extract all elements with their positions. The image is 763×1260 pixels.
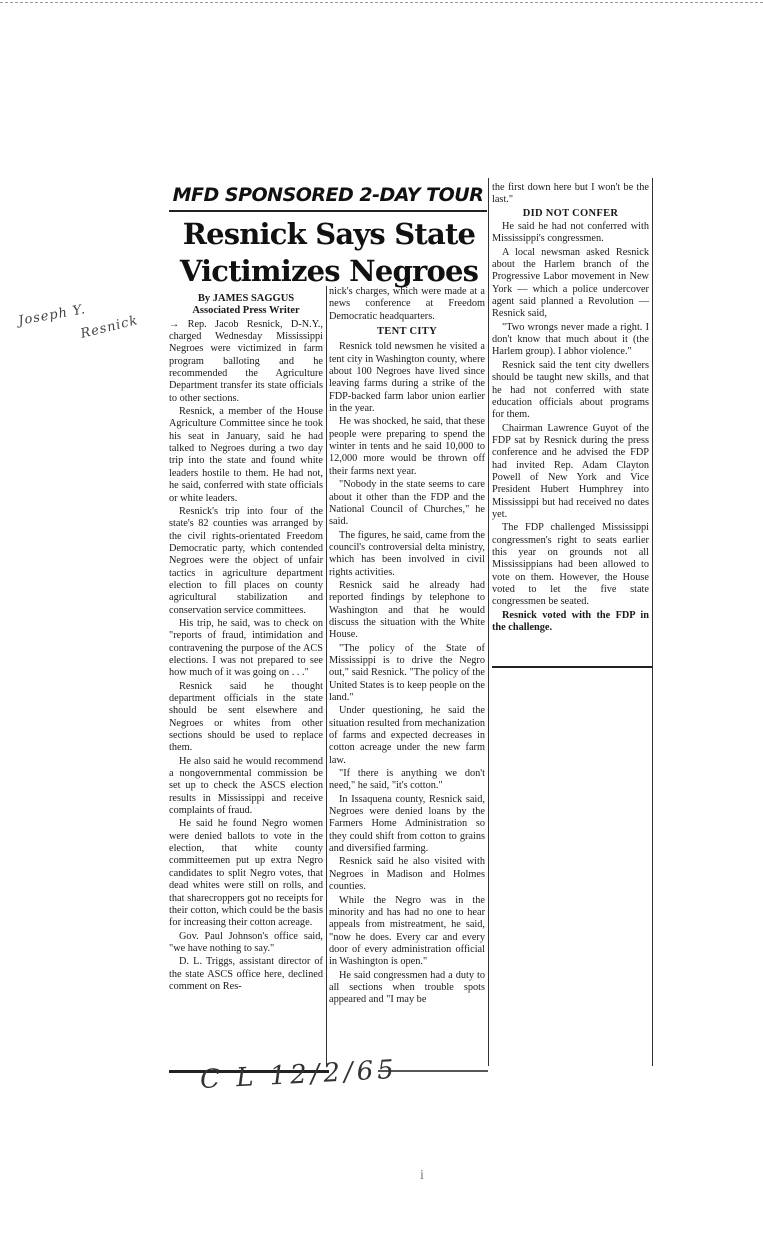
column-1 [169, 293, 323, 994]
article-headline [173, 216, 485, 290]
paragraph: Resnick voted with the FDP in the challenge. [492, 609, 649, 634]
paragraph: Resnick said he also visited with Negroes in Madison and Holmes counties. [329, 856, 485, 893]
handwritten-name-first: Joseph Y. [17, 302, 88, 329]
paragraph: He was shocked, he said, that these people were preparing to spend the winter in tents and he said 10,000 to 12,000 more would be thrown off their farms next year. [329, 416, 485, 477]
paragraph: The figures, he said, came from the council's controversial delta ministry, which has been involved in civil rights activities. [329, 529, 485, 578]
handwritten-source-date: C L 12/2/65 [199, 1054, 399, 1096]
column-2 [329, 286, 485, 1008]
paragraph: Resnick said the tent city dwellers should be taught new skills, and that he had not conferred with state education officials about programs for them. [492, 359, 649, 421]
paragraph: "Two wrongs never made a right. I don't know that much about it (the Harlem group). I abhor violence." [492, 321, 649, 358]
paragraph: A local newsman asked Resnick about the Harlem branch of the Progressive Labor movement in New York — which a police undercover agent said planned a Revolution — Resnick said, [492, 246, 649, 320]
paragraph: Resnick's trip into four of the state's 82 counties was arranged by the civil rights-orientated Freedom Democratic party, which contended Negroes were the object of unfair tactics in agriculture department election to fill places on county agricultural stabilization and conservation service committees. [169, 505, 323, 616]
byline-credit: Associated Press Writer [192, 305, 300, 317]
paragraph: Resnick said he already had reported findings by telephone to Washington and that he would discuss the situation with the White House. [329, 579, 485, 641]
paragraph: D. L. Triggs, assistant director of the state ASCS office here, declined comment on Res- [169, 956, 323, 992]
page-top-border [0, 2, 763, 3]
paragraph: nick's charges, which were made at a news conference at Freedom Democratic headquarters. [329, 286, 485, 322]
paragraph: Gov. Paul Johnson's office said, "we have nothing to say." [169, 930, 323, 954]
paragraph: While the Negro was in the minority and has had no one to hear appeals from mistreatment, he said, "now he does. Every car and every door of every administration official in Washington is open." [329, 894, 485, 968]
headline-line-2: Victimizes Negroes [179, 254, 479, 288]
article-kicker: MFD SPONSORED 2-DAY TOUR [172, 184, 484, 206]
paragraph: Resnick, a member of the House Agriculture Committee since he took his seat in January, said he had talked to Negroes during a two day trip into the state and found white leaders hostile to them. He had not, he said, conferred with state officials or white leaders. [169, 406, 323, 504]
paragraph: In Issaquena county, Resnick said, Negroes were denied loans by the Farmers Home Administration so they could shift from cotton to grains and diversified farming. [329, 793, 485, 855]
byline: By JAMES SAGGUS [197, 293, 295, 304]
paragraph: Chairman Lawrence Guyot of the FDP sat by Resnick during the press conference and he advised the FDP had invited Rep. Adam Clayton Powell of New York and Vice President Hubert Humphrey into Mississippi but had received no dates yet. [492, 422, 649, 520]
paragraph: → Rep. Jacob Resnick, D-N.Y., charged Wednesday Mississippi Negroes were victimized in farm program balloting and he recommended the Agriculture Department transfer its state officials to other sections. [169, 318, 323, 404]
column-divider [488, 178, 489, 1066]
subhead-tent-city: TENT CITY [377, 326, 437, 338]
paragraph: Under questioning, he said the situation resulted from mechanization of farms and expected decreases in cotton acreage under the new farm law. [329, 705, 485, 766]
paragraph: the first down here but I won't be the last." [492, 182, 649, 206]
paragraph: "The policy of the State of Mississippi is to drive the Negro out," said Resnick. "The policy of the United States is to keep people on the land." [329, 642, 485, 703]
stray-mark: i [420, 1168, 424, 1183]
paragraph: His trip, he said, was to check on "reports of fraud, intimidation and contravening the purpose of the ACS elections. I was not prepared to see how much of it was going on . . ." [169, 617, 323, 679]
paragraph: "Nobody in the state seems to care about it other than the FDP and the National Council of Churches," he said. [329, 479, 485, 528]
subhead-did-not-confer: DID NOT CONFER [522, 207, 619, 219]
column-3 [492, 182, 649, 635]
newspaper-clipping [163, 178, 653, 1083]
paragraph: He also said he would recommend a nongovernmental commission be set up to check the ASCS election results in Mississippi and receive complaints of fraud. [169, 755, 323, 817]
clipping-right-edge [652, 178, 653, 1066]
kicker-rule [169, 210, 487, 212]
headline-line-1: Resnick Says State [182, 217, 476, 251]
paragraph: The FDP challenged Mississippi congressmen's right to seats earlier this year on grounds not all Mississippians had been allowed to vote on them. However, the House voted to let the five state congressmen be seated. [492, 522, 649, 608]
column-end-rule [492, 666, 652, 668]
paragraph: "If there is anything we don't need," he said, "it's cotton." [329, 768, 485, 792]
paragraph: He said he had not conferred with Mississippi's congressmen. [492, 221, 649, 245]
paragraph: Resnick told newsmen he visited a tent city in Washington county, where about 100 Negroes have lived since leaving farms during a strike of the FDP-backed farm labor union earlier in the year. [329, 341, 485, 415]
paragraph: He said he found Negro women were denied ballots to vote in the election, that white county committeemen put up extra Negro candidates to split Negro votes, that dead whites were still on rolls, and that sharecroppers got no receipts for their cotton, which could be the basis for increasing their cotton acreage. [169, 818, 323, 929]
column-divider [326, 286, 327, 1066]
handwritten-name-last: Resnick [79, 313, 140, 342]
paragraph: Resnick said he thought department officials in the state should be sent elsewhere and Negroes or whites from other sections should be used to replace them. [169, 680, 323, 754]
paragraph: He said congressmen had a duty to all sections when trouble spots appeared and "I may be [329, 969, 485, 1006]
